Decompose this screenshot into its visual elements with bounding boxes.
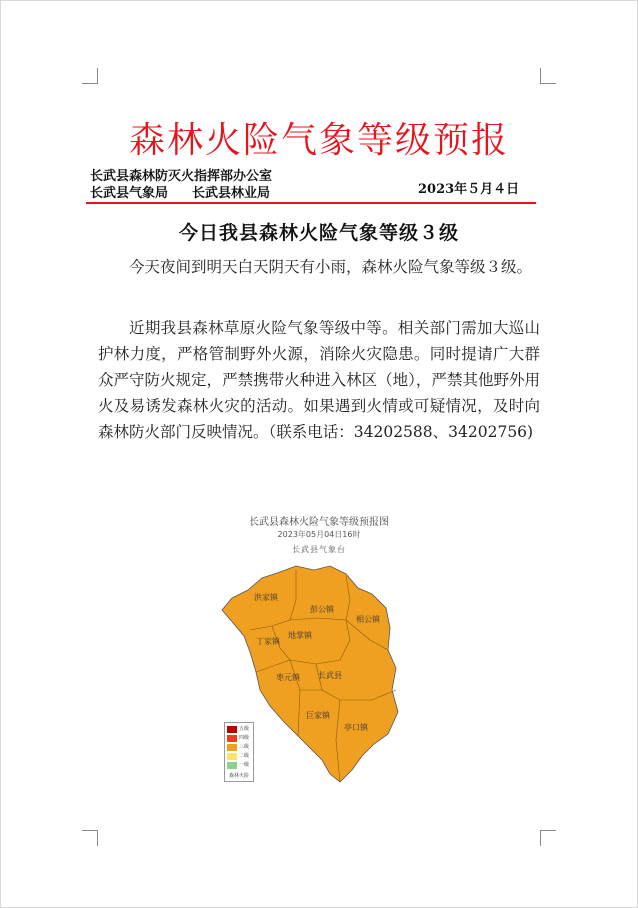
legend-item <box>227 734 251 743</box>
legend-label: 四级 <box>239 735 250 741</box>
town-label: 亭口镇 <box>344 723 368 732</box>
legend-item <box>227 752 251 761</box>
map-legend <box>224 722 254 782</box>
legend-caption: 森林火险 <box>228 773 249 779</box>
legend-swatch <box>227 753 237 760</box>
legend-item <box>227 743 251 752</box>
town-label: 丁家镇 <box>256 637 280 646</box>
issuer-meteorological-bureau: 长武县气象局 <box>90 186 169 201</box>
paragraph-advisory: 近期我县森林草原火险气象等级中等。相关部门需加大巡山护林力度，严格管制野外火源，消除火灾隐患。同时提请广大群众严守防火规定，严禁携带火种进入林区（地），严禁其他野外用火及易诱发森林火灾的活动。如果遇到火情或可疑情况，及时向森林防火部门反映情况。（联系电话：34202588、34202756) <box>98 319 540 441</box>
legend-swatch <box>227 735 237 742</box>
headline: 今日我县森林火险气象等级３级 <box>178 222 459 244</box>
town-label: 彭公镇 <box>310 605 334 614</box>
legend-item <box>227 725 251 734</box>
town-label: 洪家镇 <box>254 593 278 602</box>
legend-label: 一级 <box>239 762 250 768</box>
legend-swatch <box>227 726 237 733</box>
town-label: 长武县 <box>318 671 342 680</box>
map-time: 2023年05月04日16时 <box>277 530 361 539</box>
legend-item <box>227 761 251 770</box>
legend-swatch <box>227 762 237 769</box>
town-label: 相公镇 <box>356 615 380 624</box>
document-title: 森林火险气象等级预报 <box>128 120 509 161</box>
town-label: 地掌镇 <box>288 631 312 640</box>
issuer-line-1: 长武县森林防灭火指挥部办公室 <box>90 169 273 184</box>
legend-label: 三级 <box>239 744 250 750</box>
legend-swatch <box>227 744 237 751</box>
legend-label: 五级 <box>239 726 250 732</box>
map-source: 长武县气象台 <box>292 545 346 554</box>
issue-date: 2023年５月４日 <box>418 182 520 197</box>
town-label: 巨家镇 <box>306 711 330 720</box>
paragraph-forecast: 今天夜间到明天白天阴天有小雨，森林火险气象等级３级。 <box>129 258 533 276</box>
legend-label: 二级 <box>239 753 250 759</box>
town-label: 枣元镇 <box>276 673 300 682</box>
map-title: 长武县森林火险气象等级预报图 <box>249 517 389 528</box>
issuer-forestry-bureau: 长武县林业局 <box>192 186 271 201</box>
